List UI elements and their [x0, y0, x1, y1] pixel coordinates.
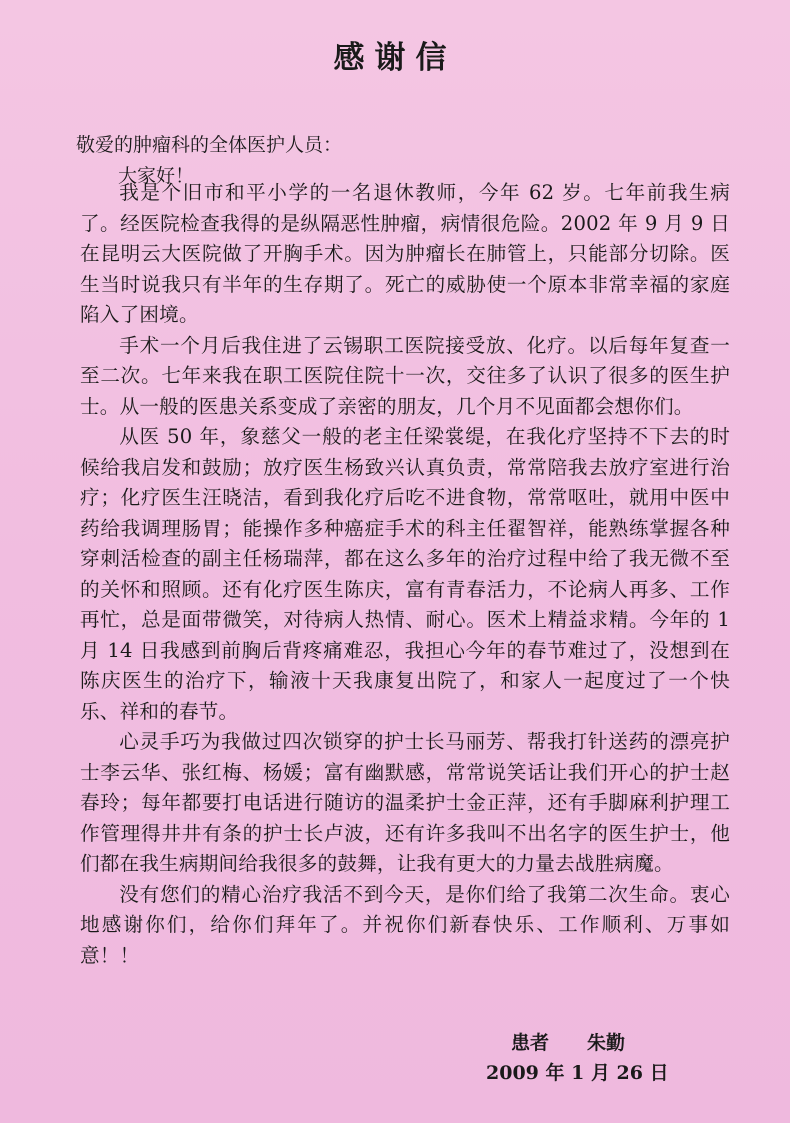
paragraph-4: 心灵手巧为我做过四次锁穿的护士长马丽芳、帮我打针送药的漂亮护士李云华、张红梅、杨媛；富有幽默感，常常说笑话让我们开心的护士赵春玲；每年都要打电话进行随访的温柔护士金正萍，还有手脚麻利护理工作管理得井井有条的护士长卢波，还有许多我叫不出名字的医生护士，他们都在我生病期间给我很多的鼓舞，让我有更大的力量去战胜病魔。 — [80, 730, 730, 875]
paragraph-5: 没有您们的精心治疗我活不到今天，是你们给了我第二次生命。衷心地感谢你们，给你们拜年了。并祝你们新春快乐、工作顺利、万事如意！！ — [80, 882, 730, 967]
signature: 患者 朱勤 — [511, 1032, 626, 1054]
letter-body — [80, 178, 730, 971]
letter-date: 2009 年 1 月 26 日 — [486, 1062, 669, 1084]
letter-salutation: 敬爱的肿瘤科的全体医护人员： — [76, 134, 343, 156]
paragraph-3: 从医 50 年，象慈父一般的老主任梁裳缇，在我化疗坚持不下去的时候给我启发和鼓励；放疗医生杨致兴认真负责，常常陪我去放疗室进行治疗；化疗医生汪晓洁，看到我化疗后吃不进食物，常常呕吐，就用中医中药给我调理肠胃；能操作多种癌症手术的科主任翟智祥，能熟练掌握各种穿刺活检查的副主任杨瑞萍，都在这么多年的治疗过程中给了我无微不至的关怀和照顾。还有化疗医生陈庆，富有青春活力，不论病人再多、工作再忙，总是面带微笑，对待病人热情、耐心。医术上精益求精。今年的 1 月 14 日我感到前胸后背疼痛难忍，我担心今年的春节难过了，没想到在陈庆医生的治疗下，输液十天我康复出院了，和家人一起度过了一个快乐、祥和的春节。 — [80, 425, 730, 723]
letter-title: 感谢信 — [333, 40, 457, 76]
letter-greeting: 大家好！ — [118, 165, 195, 187]
paragraph-1: 我是个旧市和平小学的一名退休教师，今年 62 岁。七年前我生病了。经医院检查我得的是纵隔恶性肿瘤，病情很危险。2002 年 9 月 9 日在昆明云大医院做了开胸手术。因为肿瘤长在肺管上，只能部分切除。医生当时说我只有半年的生存期了。死亡的威胁使一个原本非常幸福的家庭陷入了困境。 — [80, 181, 730, 326]
paragraph-2: 手术一个月后我住进了云锡职工医院接受放、化疗。以后每年复查一至二次。七年来我在职工医院住院十一次，交往多了认识了很多的医生护士。从一般的医患关系变成了亲密的朋友，几个月不见面都会想你们。 — [80, 333, 730, 418]
